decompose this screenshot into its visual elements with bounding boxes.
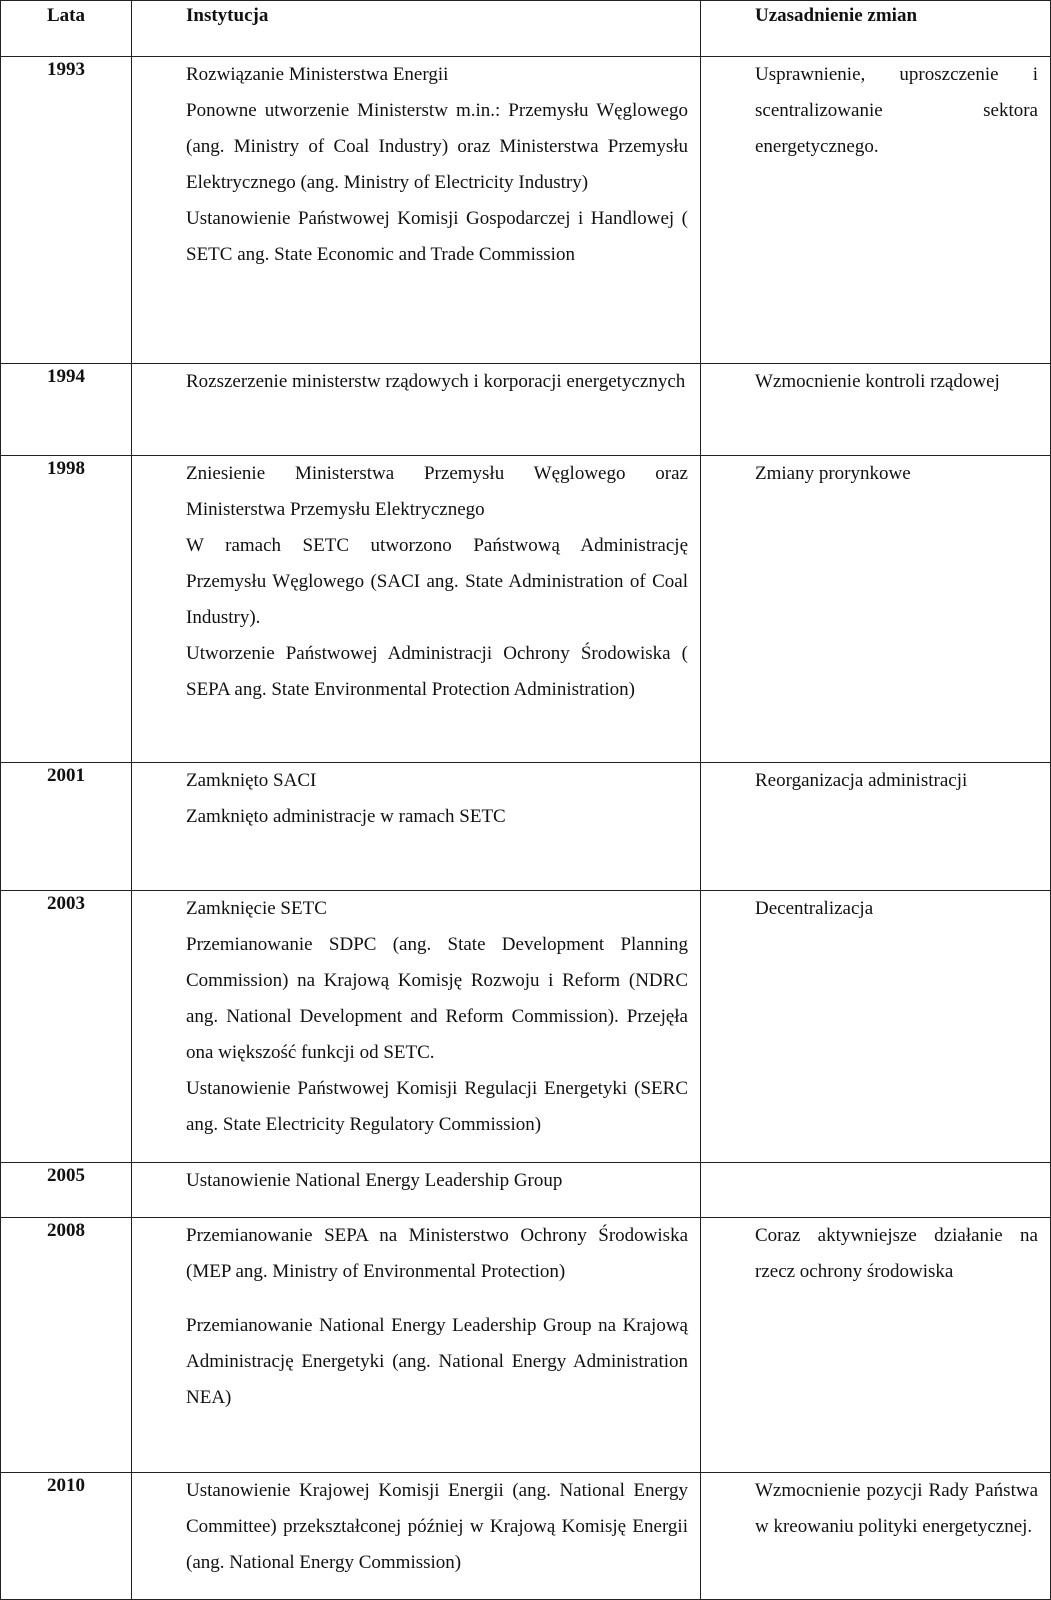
institution-entry: Utworzenie Państwowej Administracji Ochrony Środowiska ( SEPA ang. State Environmental Protection Administration) [186, 643, 688, 700]
row-institution [132, 364, 701, 456]
reason-text: Zmiany prorynkowe [755, 463, 911, 484]
row-year: 2010 [1, 1473, 132, 1600]
row-year: 2001 [1, 763, 132, 891]
reason-text: Coraz aktywniejsze działanie na rzecz ochrony środowiska [755, 1225, 1038, 1282]
header-row [1, 1, 1051, 57]
institution-entry: Zniesienie Ministerstwa Przemysłu Węglowego oraz Ministerstwa Przemysłu Elektrycznego [186, 463, 688, 520]
table-row [1, 57, 1051, 364]
institution-entry: Ustanowienie Krajowej Komisji Energii (ang. National Energy Committee) przekształconej później w Krajową Komisję Energii (ang. National Energy Commission) [186, 1480, 688, 1573]
institution-entry: Przemianowanie SDPC (ang. State Development Planning Commission) na Krajową Komisję Rozwoju i Reform (NDRC ang. National Development and Reform Commission). Przejęła ona większość funkcji od SETC. [186, 934, 688, 1063]
row-reason [701, 763, 1051, 891]
institution-entry: Zamknięto SACI [186, 770, 317, 791]
institution-entry: Rozwiązanie Ministerstwa Energii [186, 64, 449, 85]
table-row [1, 763, 1051, 891]
reason-text: Wzmocnienie pozycji Rady Państwa w kreowaniu polityki energetycznej. [755, 1480, 1038, 1537]
header-reason: Uzasadnienie zmian [701, 1, 1051, 57]
header-institution: Instytucja [132, 1, 701, 57]
reason-text: Reorganizacja administracji [755, 770, 968, 791]
reason-text: Usprawnienie, uproszczenie i scentralizowanie sektora energetycznego. [755, 64, 1038, 157]
row-year: 1998 [1, 456, 132, 763]
table-row [1, 456, 1051, 763]
institution-entry: Ustanowienie Państwowej Komisji Gospodarczej i Handlowej ( SETC ang. State Economic and Trade Commission [186, 208, 688, 265]
row-institution [132, 1473, 701, 1600]
row-institution [132, 456, 701, 763]
row-year: 2008 [1, 1218, 132, 1473]
table-row [1, 891, 1051, 1163]
institution-entry: Ustanowienie National Energy Leadership Group [186, 1170, 563, 1191]
institution-entry: W ramach SETC utworzono Państwową Administrację Przemysłu Węglowego (SACI ang. State Administration of Coal Industry). [186, 535, 688, 628]
row-institution [132, 1163, 701, 1218]
institution-entry: Ponowne utworzenie Ministerstw m.in.: Przemysłu Węglowego (ang. Ministry of Coal Industry) oraz Ministerstwa Przemysłu Elektrycznego (ang. Ministry of Electricity Industry) [186, 100, 688, 193]
row-year: 2005 [1, 1163, 132, 1218]
table-row [1, 364, 1051, 456]
institution-entry: Przemianowanie National Energy Leadership Group na Krajową Administrację Energetyki (ang. National Energy Administration NEA) [186, 1315, 688, 1408]
row-reason [701, 57, 1051, 364]
reason-text: Decentralizacja [755, 898, 874, 919]
header-year: Lata [1, 1, 132, 57]
row-year: 1993 [1, 57, 132, 364]
row-institution [132, 1218, 701, 1473]
row-reason [701, 1218, 1051, 1473]
row-reason [701, 364, 1051, 456]
row-year: 2003 [1, 891, 132, 1163]
table-row [1, 1473, 1051, 1600]
table-row [1, 1163, 1051, 1218]
row-reason [701, 891, 1051, 1163]
row-reason [701, 1473, 1051, 1600]
institution-entry: Rozszerzenie ministerstw rządowych i korporacji energetycznych [186, 371, 686, 392]
row-institution [132, 763, 701, 891]
institution-entry: Zamknięto administracje w ramach SETC [186, 806, 506, 827]
table-row [1, 1218, 1051, 1473]
row-reason [701, 1163, 1051, 1218]
row-institution [132, 57, 701, 364]
institution-entry: Zamknięcie SETC [186, 898, 327, 919]
reason-text: Wzmocnienie kontroli rządowej [755, 371, 1000, 392]
row-institution [132, 891, 701, 1163]
row-reason [701, 456, 1051, 763]
row-year: 1994 [1, 364, 132, 456]
institution-entry: Ustanowienie Państwowej Komisji Regulacji Energetyki (SERC ang. State Electricity Regulatory Commission) [186, 1078, 688, 1135]
institution-entry: Przemianowanie SEPA na Ministerstwo Ochrony Środowiska (MEP ang. Ministry of Environmental Protection) [186, 1225, 688, 1282]
